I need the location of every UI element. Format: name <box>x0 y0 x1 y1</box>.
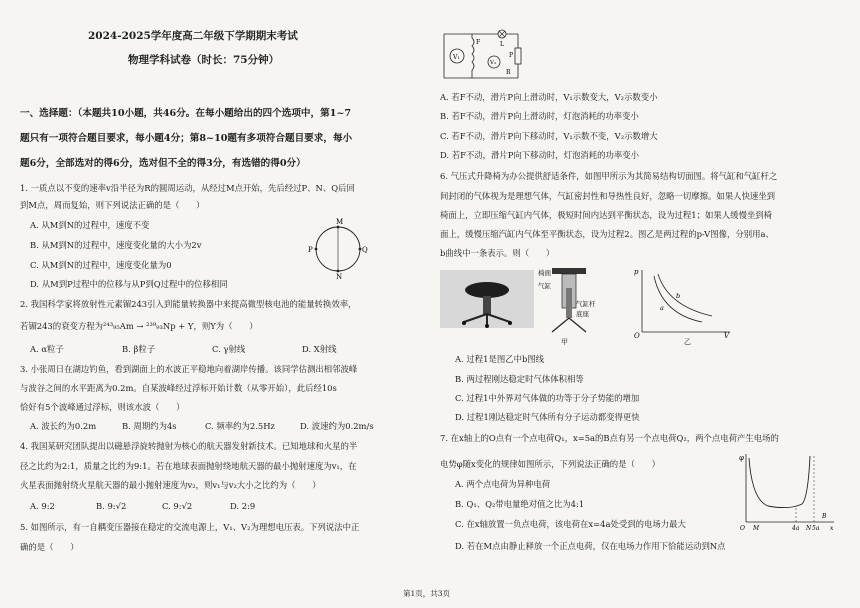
q1-circle-figure <box>308 218 368 280</box>
cyl-label-cylinder: 气缸 <box>538 282 551 290</box>
q2-option-a: A. α粒子 <box>30 344 64 354</box>
q5-option-a: A. 若F不动，滑片P向上滑动时，V₁示数变大，V₂示数变小 <box>440 92 658 102</box>
cylinder-section-figure <box>540 266 608 338</box>
phi-x-graph-figure <box>738 452 838 532</box>
q2-option-d: D. X射线 <box>302 344 337 354</box>
q4-option-d: D. 2:9 <box>230 501 256 511</box>
chair-photo <box>440 270 534 328</box>
q4-stem-1: 4. 我国某研究团队提出以磁悬浮旋转抛射为核心的航天器发射新技术。已知地球和火星的半 <box>20 441 358 451</box>
q5-label-f: F <box>476 39 481 46</box>
phi-label-phi: φ <box>739 454 744 462</box>
q7-option-b: B. Q₁、Q₂带电量绝对值之比为4:1 <box>455 499 585 509</box>
q7-option-d: D. 若在M点由静止释放一个正点电荷，仅在电场力作用下恰能运动到N点 <box>455 541 726 551</box>
q5-label-l: L <box>500 41 504 48</box>
q1-stem-2: 到M点，周而复始，则下列说法正确的是（ ） <box>20 200 205 210</box>
q2-option-c: C. γ射线 <box>212 344 246 354</box>
q6-stem-4: 面上，缓慢压缩汽缸内气体至平衡状态，设为过程2。图乙是两过程的p-V图像，分别用a、 <box>440 229 774 239</box>
fig-label-yi: 乙 <box>684 338 691 346</box>
q3-option-d: D. 波速约为0.2m/s <box>300 421 374 431</box>
q1-label-m: M <box>336 218 344 226</box>
phi-label-n: N <box>806 525 812 532</box>
exam-title: 2024-2025学年度高二年级下学期期末考试 <box>88 30 298 42</box>
q3-stem-2: 与波谷之间的水平距离为0.2m。自某波峰经过浮标开始计数（从零开始），此后经10s <box>20 383 337 393</box>
cyl-label-seat: 椅面 <box>538 269 551 277</box>
section-heading-line-1: 一、选择题：（本题共10小题，共46分。在每小题给出的四个选项中，第1~7 <box>20 108 352 119</box>
q3-stem-3: 恰好有5个波峰通过浮标，则该水波（ ） <box>20 402 185 412</box>
q5-label-v2: V₂ <box>490 60 497 66</box>
phi-label-4a: 4a <box>792 525 800 532</box>
q5-stem-2: 确的是（ ） <box>20 542 79 552</box>
q1-label-n: N <box>336 273 343 281</box>
q5-option-d: D. 若F不动，滑片P向下移动时，灯泡消耗的功率变小 <box>440 150 640 160</box>
pv-label-o: O <box>634 332 640 340</box>
q3-option-c: C. 频率约为2.5Hz <box>205 421 275 431</box>
q5-option-c: C. 若F不动，滑片P向下移动时，V₁示数不变，V₂示数增大 <box>440 131 658 141</box>
phi-label-5a: 5a <box>812 525 820 532</box>
phi-label-o: O <box>740 525 745 532</box>
q3-stem-1: 3. 小张周日在湖边钓鱼，看到湖面上的水波正平稳地向着湖岸传播。该同学估测出相邻波峰 <box>20 364 358 374</box>
q7-option-a: A. 两个点电荷为异种电荷 <box>455 479 551 489</box>
q4-option-c: C. 9:√2 <box>162 501 193 511</box>
pv-label-p: p <box>634 268 639 276</box>
phi-label-x: x <box>830 525 834 532</box>
pv-label-a: a <box>660 304 664 312</box>
pv-label-b: b <box>676 292 681 300</box>
q1-option-c: C. 从M到N的过程中，速度变化量为0 <box>30 260 172 270</box>
q1-option-a: A. 从M到N的过程中，速度不变 <box>30 220 150 230</box>
q1-option-d: D. 从M到P过程中的位移与从P到Q过程中的位移相同 <box>30 279 228 289</box>
q6-stem-3: 椅面上，立即压缩气缸内气体，极短时间内达到平衡状态，设为过程1；如果人缓慢坐到椅 <box>440 210 772 220</box>
q6-option-b: B. 两过程刚达稳定时气体体积相等 <box>455 374 584 384</box>
q5-stem-1: 5. 如图所示，有一自耦变压器接在稳定的交流电源上，V₁、V₂为理想电压表。下列说法中正 <box>20 522 360 532</box>
q6-stem-5: b曲线中一条表示。则（ ） <box>440 248 555 258</box>
q6-option-c: C. 过程1中外界对气体做的功等于分子势能的增加 <box>455 393 640 403</box>
q5-label-p: P <box>509 52 514 59</box>
q4-stem-2: 径之比约为2:1，质量之比约为9:1。若在地球表面抛射绕地航天器的最小抛射速度为v₁，在 <box>20 461 357 471</box>
q6-stem-2: 间封闭的气体视为是理想气体，气缸密封性和导热性良好，忽略一切摩擦。如果人快速坐到 <box>440 191 775 201</box>
q3-option-a: A. 波长约为0.2m <box>30 421 97 431</box>
page-number: 第1页，共3页 <box>403 589 451 598</box>
q2-option-b: B. β粒子 <box>122 344 156 354</box>
pv-label-v: V <box>724 332 730 340</box>
q1-option-b: B. 从M到N的过程中，速度变化量的大小为2v <box>30 240 202 250</box>
q6-option-a: A. 过程1是图乙中b图线 <box>455 354 545 364</box>
section-heading-line-3: 题6分，全部选对的得6分，选对但不全的得3分，有选错的得0分） <box>20 158 306 169</box>
q6-option-d: D. 过程1刚达稳定时气体所有分子运动都变得更快 <box>455 412 640 422</box>
q5-option-b: B. 若F不动，滑片P向上滑动时，灯泡消耗的功率变小 <box>440 111 639 121</box>
q1-label-p: P <box>308 246 313 254</box>
q4-option-b: B. 9:√2 <box>96 501 127 511</box>
exam-subtitle: 物理学科试卷（时长：75分钟） <box>128 54 280 66</box>
fig-label-jia: 甲 <box>561 338 568 346</box>
q5-label-r: R <box>506 69 511 76</box>
section-heading-line-2: 题只有一项符合题目要求，每小题4分；第8~10题有多项符合题目要求，每小 <box>20 133 353 144</box>
q7-stem-1: 7. 在x轴上的O点有一个点电荷Q₁，x=5a的B点有另一个点电荷Q₂，两个点电荷产生电场的 <box>440 433 779 443</box>
q1-stem-1: 1. 一质点以不变的速率v沿半径为R的圆周运动，从经过M点开始，先后经过P、N、Q后回 <box>20 183 355 193</box>
q7-option-c: C. 在x轴放置一负点电荷，该电荷在x=4a处受到的电场力最大 <box>455 519 686 529</box>
pv-graph-figure <box>632 266 732 338</box>
q7-stem-2: 电势φ随x变化的规律如图所示，下列说法正确的是（ ） <box>440 459 660 469</box>
q5-circuit-figure <box>440 28 522 84</box>
cyl-label-base: 底座 <box>576 310 589 318</box>
cyl-label-rod: 气缸杆 <box>576 300 596 308</box>
q3-option-b: B. 周期约为4s <box>122 421 177 431</box>
phi-label-m: M <box>753 525 760 532</box>
q2-stem-2: 若镅243的衰变方程为²⁴³₉₅Am → ²³⁹₉₃Np + Y，则Y为（ ） <box>20 321 258 331</box>
q6-stem-1: 6. 气压式升降椅为办公提供舒适条件，如图甲所示为其简易结构切面图。将气缸和气缸杆之 <box>440 171 778 181</box>
phi-label-b: B <box>822 513 827 520</box>
q1-label-q: Q <box>362 246 368 254</box>
q4-stem-3: 火星表面抛射绕火星航天器的最小抛射速度为v₂，则v₁与v₂大小之比约为（ ） <box>20 480 321 490</box>
q4-option-a: A. 9:2 <box>30 501 55 511</box>
q2-stem-1: 2. 我国科学家将放射性元素镅243引入到能量转换器中来提高微型核电池的能量转换效率， <box>20 299 357 309</box>
q5-label-v1: V₁ <box>453 54 460 61</box>
